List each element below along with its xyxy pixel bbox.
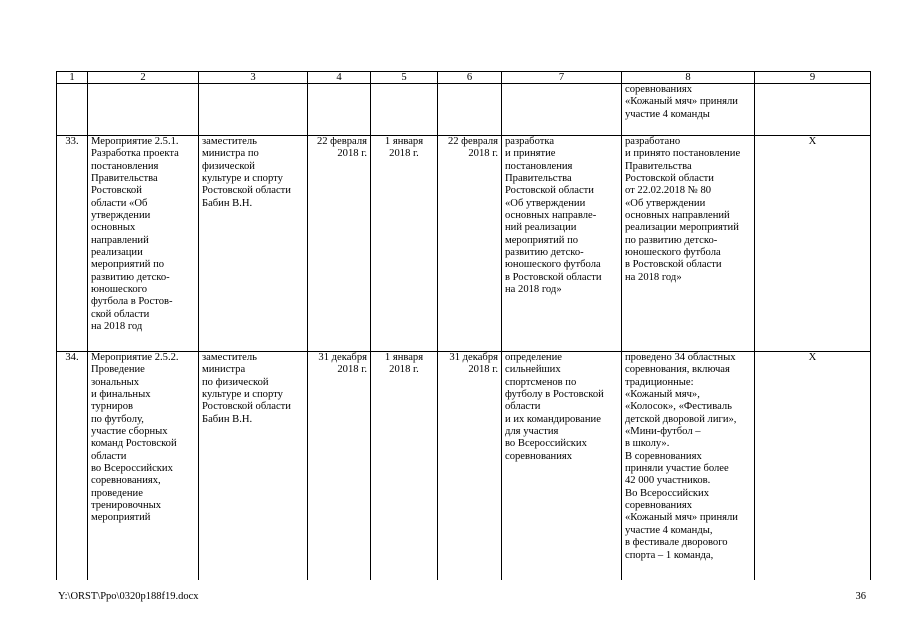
header-cell: 4 xyxy=(308,72,371,84)
responsible-cell: заместитель министра по физической культуре и спорту Ростовской области Бабин В.Н. xyxy=(199,352,308,581)
header-cell: 9 xyxy=(755,72,871,84)
actual-result-cell: проведено 34 областных соревнования, включая традиционные: «Кожаный мяч», «Колосок», «Фестиваль детской дворовой лиги», «Мини-футбол – в школу». В соревнованиях приняли участие более 42 000 участников. Во Всероссийских соревнованиях «Кожаный мяч» приняли участие 4 команды, в фестивале дворового спорта – 1 команда, xyxy=(622,352,755,581)
header-cell: 6 xyxy=(438,72,502,84)
date-cell: 22 февраля 2018 г. xyxy=(438,136,502,352)
date-cell: 31 декабря 2018 г. xyxy=(438,352,502,581)
date-cell: 22 февраля 2018 г. xyxy=(308,136,371,352)
column-9-cell: Х xyxy=(755,136,871,352)
header-cell: 1 xyxy=(57,72,88,84)
date-cell: 31 декабря 2018 г. xyxy=(308,352,371,581)
event-cell: Мероприятие 2.5.1. Разработка проекта постановления Правительства Ростовской области «Об утверждении основных направлений реализации мероприятий по развитию детско- юношеского футбола в Ростов- ской области на 2018 год xyxy=(88,136,199,352)
header-cell: 5 xyxy=(371,72,438,84)
responsible-cell xyxy=(199,84,308,136)
row-number: 33. xyxy=(57,136,88,352)
event-cell: Мероприятие 2.5.2. Проведение зональных и финальных турниров по футболу, участие сборных команд Ростовской области во Всероссийских соревнованиях, проведение тренировочных мероприятий xyxy=(88,352,199,581)
date-cell xyxy=(308,84,371,136)
page-number: 36 xyxy=(855,591,866,602)
header-cell: 8 xyxy=(622,72,755,84)
column-9-cell xyxy=(755,84,871,136)
header-row xyxy=(57,72,871,84)
header-cell: 7 xyxy=(502,72,622,84)
table-row xyxy=(57,84,871,136)
table-row xyxy=(57,136,871,352)
row-number: 34. xyxy=(57,352,88,581)
date-cell: 1 января 2018 г. xyxy=(371,352,438,581)
expected-result-cell: разработка и принятие постановления Правительства Ростовской области «Об утверждении основных направле- ний реализации мероприятий по развитию детско- юношеского футбола в Ростовской области на 2018 год» xyxy=(502,136,622,352)
actual-result-cell: соревнованиях «Кожаный мяч» приняли участие 4 команды xyxy=(622,84,755,136)
event-cell xyxy=(88,84,199,136)
responsible-cell: заместитель министра по физической культуре и спорту Ростовской области Бабин В.Н. xyxy=(199,136,308,352)
expected-result-cell xyxy=(502,84,622,136)
date-cell xyxy=(371,84,438,136)
file-path-footer: Y:\ORST\Ppo\0320p188f19.docx xyxy=(58,591,199,602)
row-number xyxy=(57,84,88,136)
column-9-cell: Х xyxy=(755,352,871,581)
header-cell: 3 xyxy=(199,72,308,84)
events-table xyxy=(56,71,871,580)
header-cell: 2 xyxy=(88,72,199,84)
expected-result-cell: определение сильнейших спортсменов по футболу в Ростовской области и их командирование для участия во Всероссийских соревнованиях xyxy=(502,352,622,581)
actual-result-cell: разработано и принято постановление Правительства Ростовской области от 22.02.2018 № 80 «Об утверждении основных направлений реализации мероприятий по развитию детско- юношеского футбола в Ростовской области на 2018 год» xyxy=(622,136,755,352)
date-cell: 1 января 2018 г. xyxy=(371,136,438,352)
table-row xyxy=(57,352,871,581)
date-cell xyxy=(438,84,502,136)
